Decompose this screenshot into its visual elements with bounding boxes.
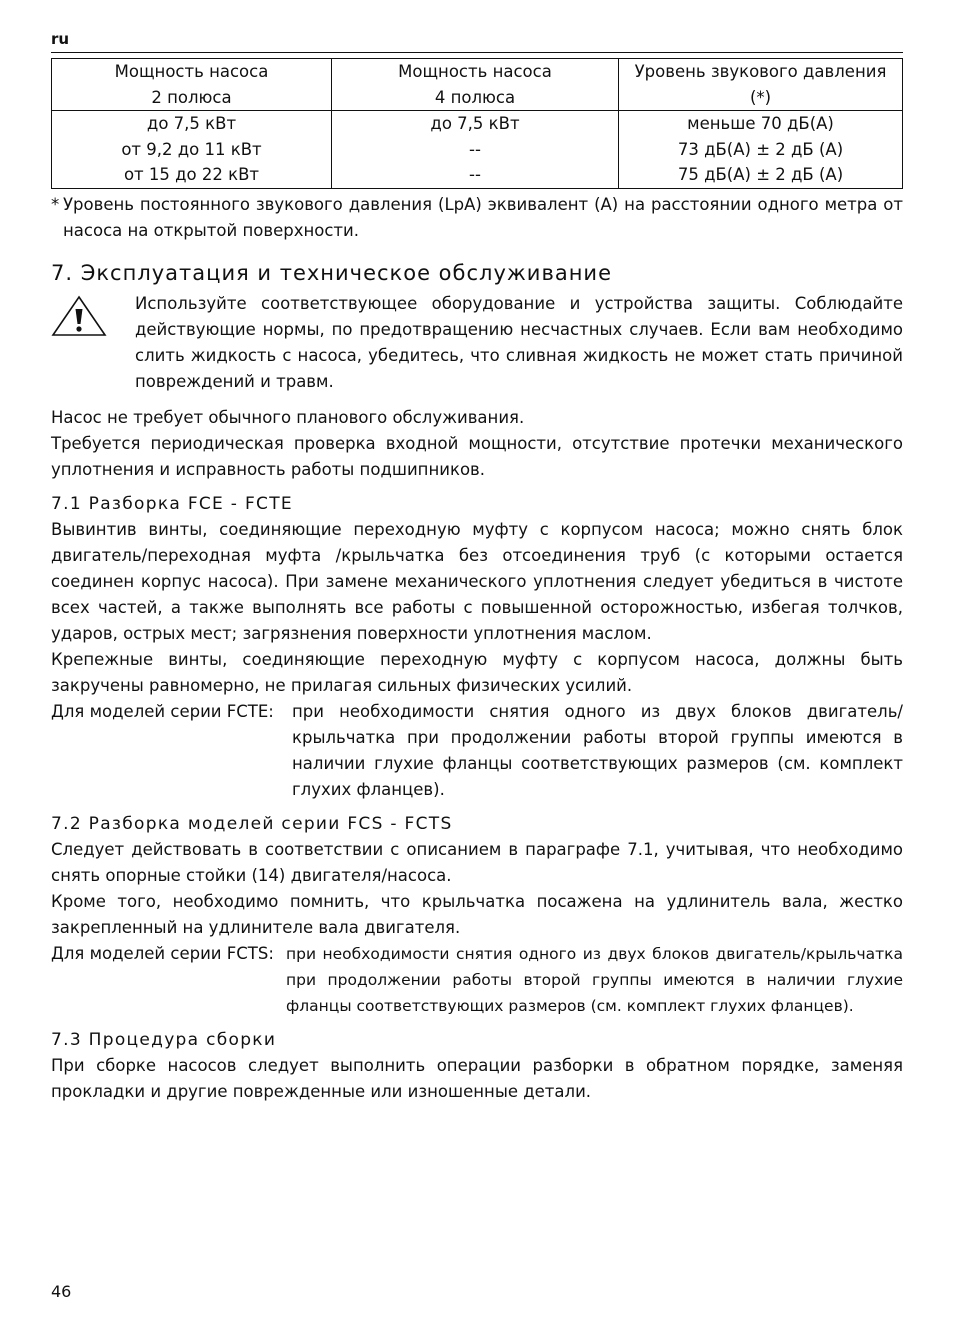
language-code: ru — [51, 30, 70, 48]
footnote-marker: * — [51, 195, 60, 214]
main-content — [51, 258, 903, 1105]
fcts-note — [51, 941, 903, 1019]
footnote-text: Уровень постоянного звукового давления (LpA) эквивалент (А) на расстоянии одного метра от насоса на открытой поверхности. — [63, 195, 903, 240]
warning-block — [51, 291, 903, 395]
paragraph: Вывинтив винты, соединяющие переходную муфту с корпусом насоса; можно снять блок двигатель/переходная муфта /крыльчатка без отсоединения труб (с которыми остается соединен корпус насоса). При замене механического уплотнения следует убедиться в чистоте всех частей, а также выполнять все работы с повышенной осторожностью, избегая толчков, ударов, острых мест; загрязнения поверхности уплотнения маслом. — [51, 520, 903, 643]
header-rule — [51, 52, 903, 53]
fcte-note-text: при необходимости снятия одного из двух блоков двигатель/крыльчатка при продолжении работы второй группы имеются в наличии глухие фланцы соответствующих размеров (см. комплект глухих фланцев). — [292, 702, 903, 799]
header-line: Уровень звукового давления — [634, 62, 887, 81]
fcte-note — [51, 699, 903, 803]
warning-text: Используйте соответствующее оборудование и устройства защиты. Соблюдайте действующие нормы, по предотвращению несчастных случаев. Если вам необходимо слить жидкость с насоса, убедитесь, что сливная жидкость не может стать причиной повреждений и травм. — [135, 294, 903, 391]
header-cell-4-pole — [332, 59, 619, 111]
cell-line: -- — [469, 165, 481, 184]
header-cell-noise — [619, 59, 903, 111]
fcte-note-label: Для моделей серии FCTE: — [51, 702, 274, 721]
section-7-title: 7. Эксплуатация и техническое обслуживание — [51, 261, 612, 285]
paragraph: Требуется периодическая проверка входной мощности, отсутствие протечки механического уплотнения и исправность работы подшипников. — [51, 434, 903, 479]
cell-line: -- — [469, 139, 481, 159]
table-header-row — [52, 59, 903, 111]
cell-line: от 9,2 до 11 кВт — [121, 139, 262, 159]
cell-line: до 7,5 кВт — [146, 114, 237, 133]
table-cell-col-2 — [332, 111, 619, 189]
paragraph: Кроме того, необходимо помнить, что крыльчатка посажена на удлинитель вала, жестко закрепленный на удлинителе вала двигателя. — [51, 892, 903, 937]
table-footnote — [51, 192, 903, 244]
noise-table — [51, 58, 903, 189]
warning-triangle-icon — [51, 295, 107, 337]
paragraph: При сборке насосов следует выполнить операции разборки в обратном порядке, заменяя прокладки и другие поврежденные или изношенные детали. — [51, 1056, 903, 1101]
cell-line: 73 дБ(А) ± 2 дБ (А) — [677, 139, 844, 159]
paragraph: Крепежные винты, соединяющие переходную муфту с корпусом насоса, должны быть закручены равномерно, не прилагая сильных физических усилий. — [51, 650, 903, 695]
header-line: 2 полюса — [151, 87, 232, 107]
cell-line: 75 дБ(А) ± 2 дБ (А) — [677, 165, 844, 184]
page-number: 46 — [51, 1282, 72, 1301]
section-7-2-title: 7.2 Разборка моделей серии FCS - FCTS — [51, 814, 453, 834]
paragraph: Насос не требует обычного планового обслуживания. — [51, 408, 525, 427]
table-cell-col-3 — [619, 111, 903, 189]
table-cell-col-1 — [52, 111, 332, 189]
fcts-note-label: Для моделей серии FCTS: — [51, 944, 274, 963]
paragraph: Следует действовать в соответствии с описанием в параграфе 7.1, учитывая, что необходимо снять опорные стойки (14) двигателя/насоса. — [51, 840, 903, 885]
cell-line: от 15 до 22 кВт — [123, 165, 260, 184]
section-7-1-title: 7.1 Разборка FCE - FCTE — [51, 494, 293, 514]
cell-line: до 7,5 кВт — [430, 114, 520, 133]
header-line: Мощность насоса — [114, 62, 269, 81]
header-line: (*) — [749, 87, 772, 107]
header-line: Мощность насоса — [398, 62, 552, 81]
header-cell-2-pole — [52, 59, 332, 111]
section-7-3-title: 7.3 Процедура сборки — [51, 1030, 277, 1050]
table-row — [52, 111, 903, 189]
fcts-note-text: при необходимости снятия одного из двух блоков двигатель/крыльчатка при продолжении работы второй группы имеются в наличии глухие фланцы соответствующих размеров (см. комплект глухих фланцев). — [286, 945, 903, 1015]
cell-line: меньше 70 дБ(А) — [687, 114, 834, 133]
header-line: 4 полюса — [434, 87, 516, 107]
